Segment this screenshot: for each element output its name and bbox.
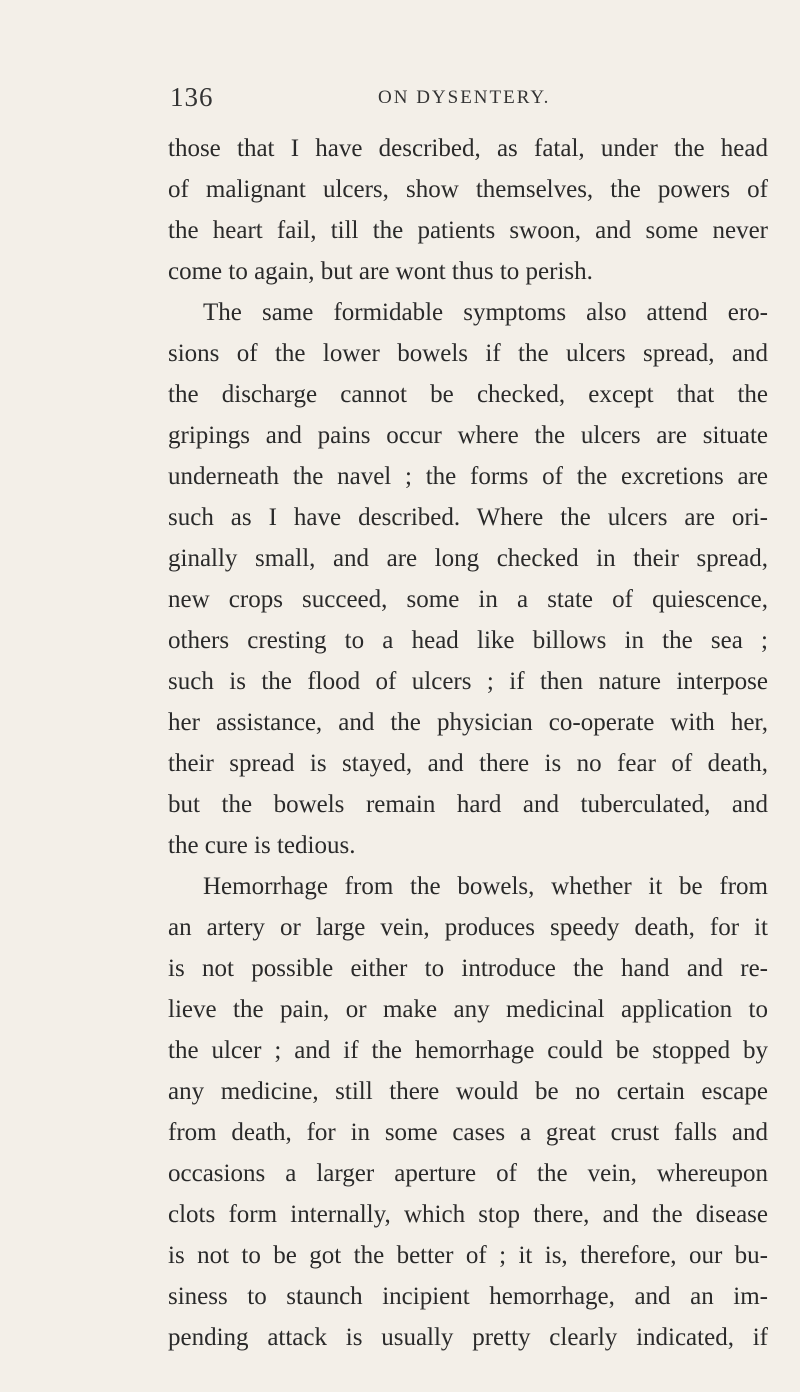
- text-line: The same formidable symptoms also attend ero-: [203, 299, 768, 326]
- text-line: an artery or large vein, produces speedy death, for it: [168, 914, 768, 941]
- text-line: others cresting to a head like billows in the sea ;: [168, 627, 768, 654]
- text-line: clots form internally, which stop there, and the disease: [168, 1201, 768, 1228]
- text-line: underneath the navel ; the forms of the excretions are: [168, 463, 768, 490]
- text-line: ginally small, and are long checked in their spread,: [168, 545, 768, 572]
- text-line: is not possible either to introduce the hand and re-: [168, 955, 768, 982]
- text-line: the cure is tedious.: [168, 832, 356, 859]
- page-header: [170, 82, 630, 122]
- running-head: ON DYSENTERY.: [378, 87, 551, 108]
- text-line: new crops succeed, some in a state of quiescence,: [168, 586, 768, 613]
- text-line: such is the flood of ulcers ; if then nature interpose: [168, 668, 768, 695]
- text-line: gripings and pains occur where the ulcers are situate: [168, 422, 768, 449]
- text-line: their spread is stayed, and there is no fear of death,: [168, 750, 768, 777]
- text-line: pending attack is usually pretty clearly indicated, if: [168, 1324, 768, 1351]
- text-line: the ulcer ; and if the hemorrhage could be stopped by: [168, 1037, 768, 1064]
- text-line: siness to staunch incipient hemorrhage, and an im-: [168, 1283, 768, 1310]
- text-line: occasions a larger aperture of the vein, whereupon: [168, 1160, 768, 1187]
- text-line: her assistance, and the physician co-operate with her,: [168, 709, 768, 736]
- text-line: any medicine, still there would be no certain escape: [168, 1078, 768, 1105]
- text-line: but the bowels remain hard and tuberculated, and: [168, 791, 768, 818]
- text-line: such as I have described. Where the ulcers are ori-: [168, 504, 768, 531]
- text-line: sions of the lower bowels if the ulcers spread, and: [168, 340, 768, 367]
- text-line: the heart fail, till the patients swoon, and some never: [168, 217, 768, 244]
- text-line: is not to be got the better of ; it is, therefore, our bu-: [168, 1242, 768, 1269]
- text-line: from death, for in some cases a great crust falls and: [168, 1119, 768, 1146]
- page-number: 136: [170, 82, 214, 112]
- text-line: come to again, but are wont thus to perish.: [168, 258, 593, 285]
- text-line: of malignant ulcers, show themselves, the powers of: [168, 176, 768, 203]
- text-line: the discharge cannot be checked, except that the: [168, 381, 768, 408]
- body-text: [168, 128, 768, 1358]
- text-line: lieve the pain, or make any medicinal application to: [168, 996, 768, 1023]
- text-line: Hemorrhage from the bowels, whether it be from: [203, 873, 768, 900]
- text-line: those that I have described, as fatal, under the head: [168, 135, 768, 162]
